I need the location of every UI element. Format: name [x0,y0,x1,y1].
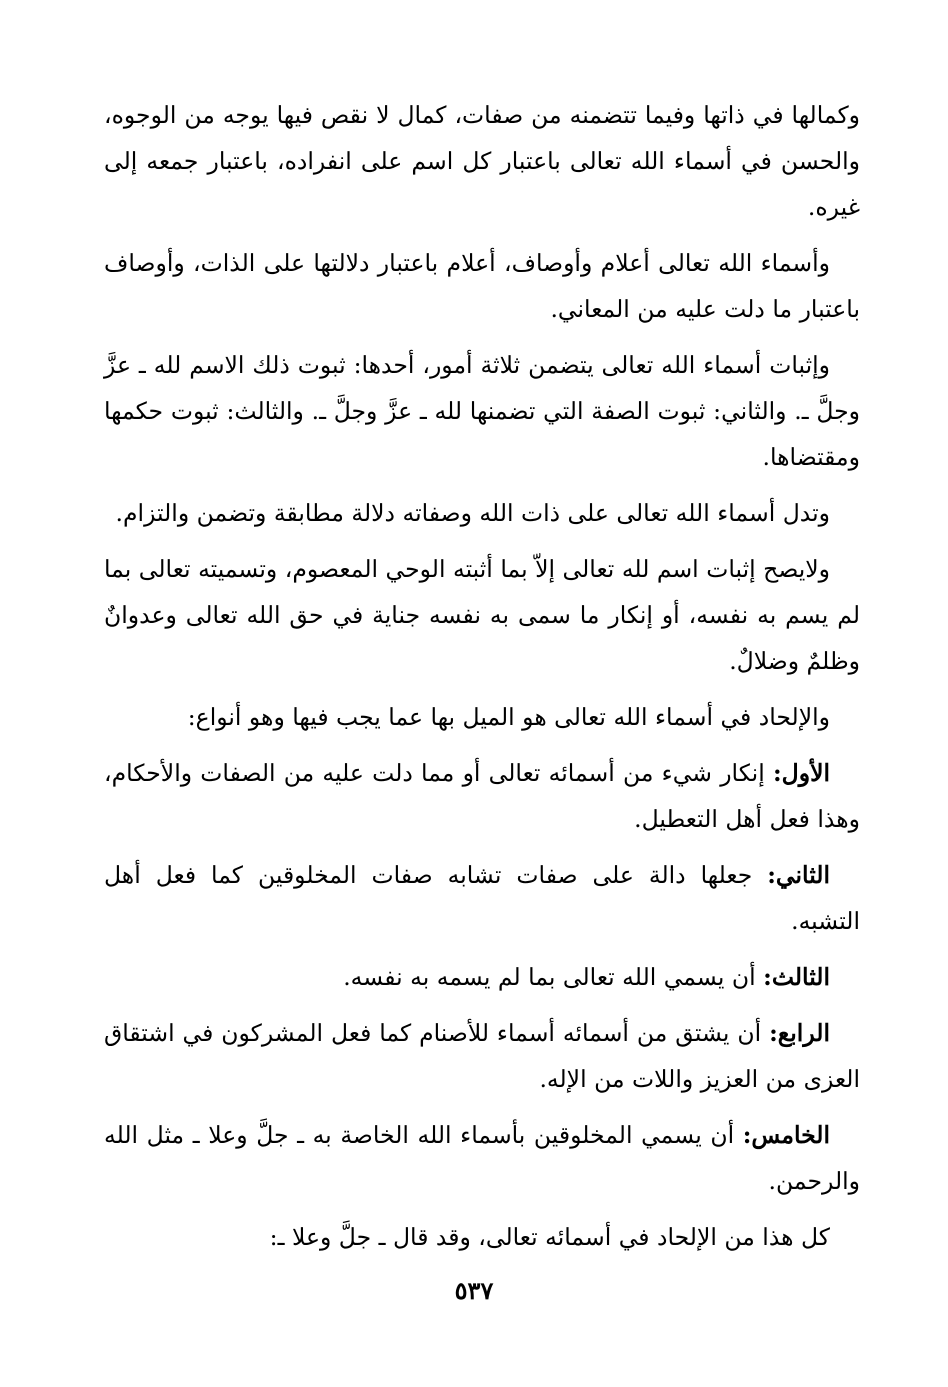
closing-paragraph: كل هذا من الإلحاد في أسمائه تعالى، وقد قال ـ جلَّ وعلا ـ: [269,1223,830,1251]
paragraph-3: وإثبات أسماء الله تعالى يتضمن ثلاثة أمور، أحدها: ثبوت ذلك الاسم لله ـ عزَّ وجلَّ ـ. والثاني: ثبوت الصفة التي تضمنها لله ـ عزَّ وجلَّ ـ. والثالث: ثبوت حكمها ومقتضاها. [104,351,860,471]
kind-4 [104,1010,860,1102]
kind-3 [104,954,860,1000]
kind-1 [104,750,860,842]
page-number: ٥٣٧ [454,1276,494,1305]
kind-4-term: الرابع: [769,1019,830,1047]
kind-2-text: جعلها دالة على صفات تشابه صفات المخلوقين كما فعل أهل التشبه. [104,861,860,935]
kind-2-term: الثاني: [767,861,830,889]
page-body [104,92,860,1270]
kind-1-term: الأول: [772,759,830,787]
kind-5 [104,1112,860,1204]
kind-4-text: أن يشتق من أسمائه أسماء للأصنام كما فعل المشركون في اشتقاق العزى من العزيز واللات من الإله. [104,1019,860,1093]
kind-5-term: الخامس: [742,1121,830,1149]
kind-3-term: الثالث: [763,963,830,991]
kind-2 [104,852,860,944]
paragraph-1: وكمالها في ذاتها وفيما تتضمنه من صفات، كمال لا نقص فيها يوجه من الوجوه، والحسن في أسماء الله تعالى باعتبار كل اسم على انفراده، باعتبار جمعه إلى غيره. [104,101,860,221]
kind-3-text: أن يسمي الله تعالى بما لم يسمه به نفسه. [343,963,764,991]
paragraph-5: ولايصح إثبات اسم لله تعالى إلاّ بما أثبته الوحي المعصوم، وتسميته تعالى بما لم يسم به نفسه، أو إنكار ما سمى به نفسه جناية في حق الله تعالى وعدوانٌ وظلمٌ وضلالٌ. [104,555,860,675]
kind-1-text: إنكار شيء من أسمائه تعالى أو مما دلت عليه من الصفات والأحكام، وهذا فعل أهل التعطيل. [104,759,860,833]
paragraph-4: وتدل أسماء الله تعالى على ذات الله وصفاته دلالة مطابقة وتضمن والتزام. [115,499,830,527]
paragraph-6: والإلحاد في أسماء الله تعالى هو الميل بها عما يجب فيها وهو أنواع: [187,703,830,731]
kind-5-text: أن يسمي المخلوقين بأسماء الله الخاصة به ـ جلَّ وعلا ـ مثل الله والرحمن. [104,1121,860,1195]
paragraph-2: وأسماء الله تعالى أعلام وأوصاف، أعلام باعتبار دلالتها على الذات، وأوصاف باعتبار ما دلت عليه من المعاني. [104,249,860,323]
